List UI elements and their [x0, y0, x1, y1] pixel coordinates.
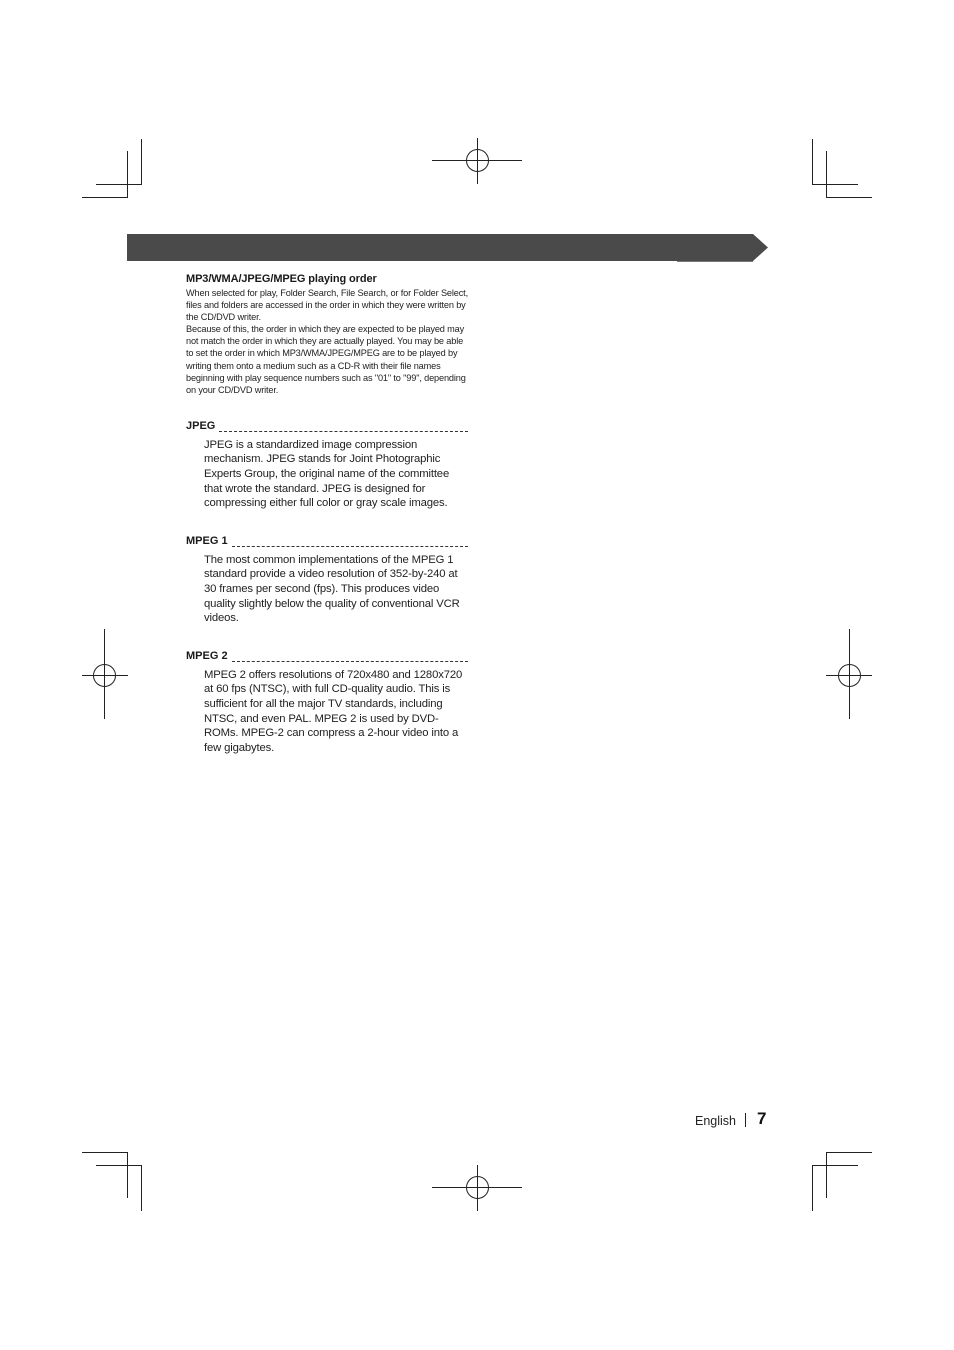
dashed-rule: [232, 661, 468, 662]
dashed-rule: [232, 546, 468, 547]
header-banner: [127, 234, 768, 261]
section-jpeg: [186, 418, 468, 511]
header-banner-rule: [677, 261, 753, 262]
section-title: MPEG 2: [186, 649, 228, 662]
section-body: MPEG 2 offers resolutions of 720x480 and 1280x720 at 60 fps (NTSC), with full CD-quality audio. This is sufficient for all the major TV standards, including NTSC, and even PAL. MPEG 2 is used by DVD-ROMs. MPEG-2 can compress a 2-hour video into a few gigabytes.: [204, 668, 463, 754]
intro-paragraph: Because of this, the order in which they are expected to be played may not match the order in which they are actually played. You may be able to set the order in which MP3/WMA/JPEG/MPEG are to be played by writing them onto a medium such as a CD-R with their file names beginning with play sequence numbers such as "01" to "99", depending on your CD/DVD writer.: [186, 324, 466, 395]
intro-paragraph: When selected for play, Folder Search, File Search, or for Folder Select, files and folders are accessed in the order in which they were written by the CD/DVD writer.: [186, 288, 468, 323]
main-content: [186, 273, 468, 755]
dashed-rule: [219, 431, 468, 432]
section-header: [186, 418, 468, 432]
section-title: JPEG: [186, 419, 216, 432]
section-header: [186, 533, 468, 547]
footer-language: English: [695, 1114, 736, 1128]
footer-separator: [745, 1113, 746, 1127]
section-mpeg1: [186, 533, 468, 626]
section-mpeg2: [186, 648, 468, 756]
page-number: 7: [757, 1109, 767, 1128]
section-body: The most common implementations of the MPEG 1 standard provide a video resolution of 352-by-240 at 30 frames per second (fps). This produces video quality slightly below the quality of conventional VCR videos.: [204, 553, 460, 625]
section-title: MPEG 1: [186, 534, 228, 547]
section-body: JPEG is a standardized image compression mechanism. JPEG stands for Joint Photographic Experts Group, the original name of the committee that wrote the standard. JPEG is designed for compressing either full color or gray scale images.: [204, 438, 450, 510]
section-header: [186, 648, 468, 662]
intro-heading: MP3/WMA/JPEG/MPEG playing order: [186, 273, 377, 285]
